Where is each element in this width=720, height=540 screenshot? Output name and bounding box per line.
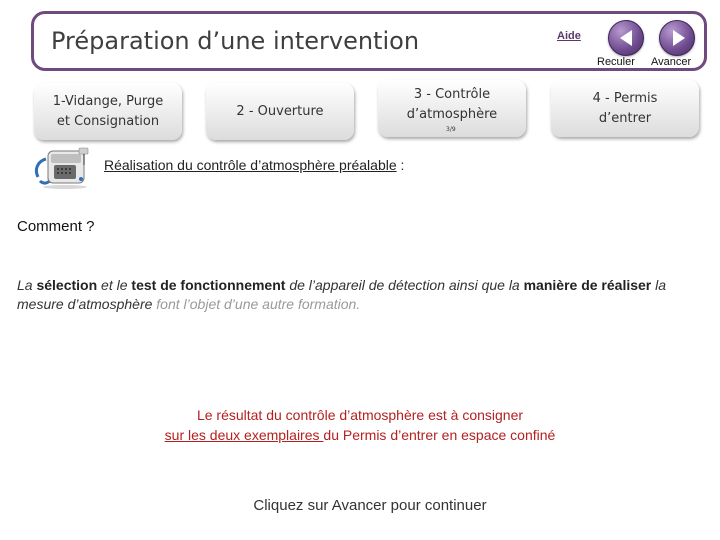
intro-text	[104, 157, 404, 173]
para-text-3: de l’appareil de détection ainsi que la	[285, 277, 524, 293]
para-bold-method: manière de réaliser	[523, 277, 652, 293]
step-1-label-line2: et Consignation	[56, 113, 160, 129]
para-bold-test: test de fonctionnement	[131, 277, 286, 293]
help-link[interactable]: Aide	[557, 30, 581, 42]
result-line-1: Le résultat du contrôle d’atmosphère est à consigner	[196, 407, 524, 423]
triangle-left-icon	[609, 21, 643, 55]
para-gray-note: font l’objet d’une autre formation.	[156, 296, 361, 312]
triangle-right-icon	[660, 21, 694, 55]
step-4-label-line1: 4 - Permis	[592, 90, 658, 106]
para-bold-selection: sélection	[36, 277, 98, 293]
step-1-label-line1: 1-Vidange, Purge	[52, 93, 164, 109]
para-text-1: La	[17, 277, 37, 293]
back-button[interactable]	[608, 20, 644, 56]
result-instruction	[100, 405, 620, 445]
explanation-paragraph	[17, 276, 707, 314]
result-underlined: sur les deux exemplaires	[164, 427, 324, 443]
step-4-button[interactable]	[551, 80, 699, 137]
page-title: Préparation d’une intervention	[51, 27, 420, 55]
step-3-label-line2: d’atmosphère	[406, 106, 498, 122]
step-1-button[interactable]	[34, 83, 182, 140]
para-text-2: et le	[97, 277, 132, 293]
comment-heading: Comment ?	[17, 218, 95, 235]
step-counter: 3/9	[446, 126, 456, 133]
step-2-button[interactable]	[206, 83, 354, 140]
header-frame	[31, 11, 707, 71]
back-label: Reculer	[597, 56, 635, 68]
continue-prompt: Cliquez sur Avancer pour continuer	[253, 497, 487, 514]
para-text-4: la mesure d’atmosphère	[17, 277, 667, 312]
step-3-label-line1: 3 - Contrôle	[413, 86, 491, 102]
gas-detector-icon	[34, 143, 96, 189]
intro-heading: Réalisation du contrôle d’atmosphère préalable	[104, 157, 397, 173]
forward-button[interactable]	[659, 20, 695, 56]
forward-label: Avancer	[651, 56, 692, 68]
intro-suffix: :	[396, 157, 405, 173]
step-2-label-line1: 2 - Ouverture	[236, 103, 324, 119]
result-rest: du Permis d’entrer en espace confiné	[323, 427, 556, 443]
step-4-label-line2: d’entrer	[598, 110, 652, 126]
